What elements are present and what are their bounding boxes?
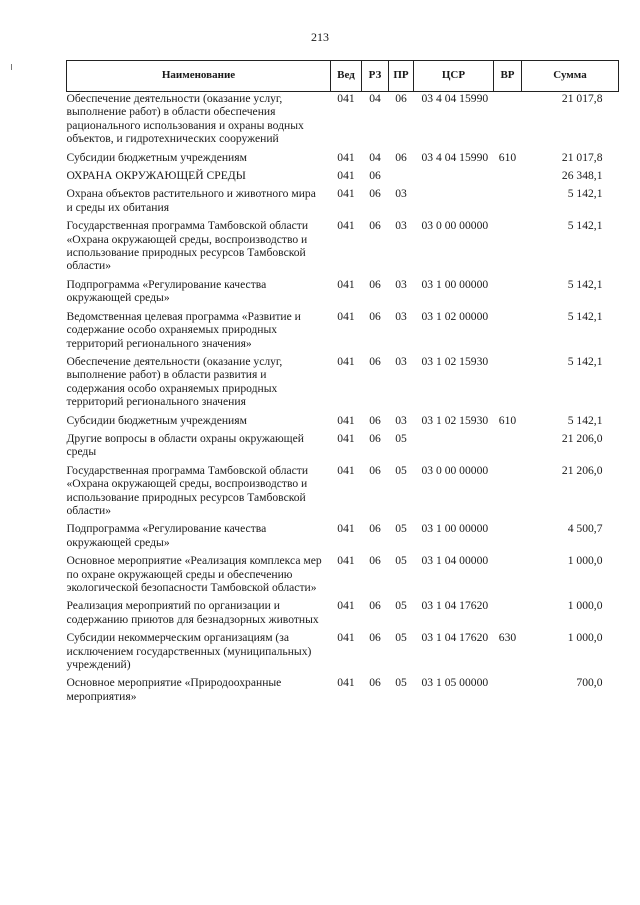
row-vr [494,432,522,464]
row-ved: 041 [337,277,355,291]
row-pr: 03 [395,309,407,323]
row-rz: 06 [369,219,381,233]
row-rz: 04 [369,92,381,105]
row-pr: 05 [395,522,407,536]
row-vr [494,219,522,278]
row-ved: 041 [337,463,355,477]
row-sum: 1 000,0 [567,631,603,645]
row-vr [494,464,522,523]
row-pr: 05 [395,463,407,477]
table-row [67,414,619,432]
row-sum: 21 017,8 [561,150,603,164]
table-row [67,310,619,355]
row-csr: 03 1 02 00000 [421,309,489,323]
row-ved: 041 [337,169,355,183]
row-pr: 06 [395,150,407,164]
row-csr: 03 0 00 00000 [421,219,489,233]
row-rz: 06 [369,187,381,201]
table-row [67,355,619,414]
row-csr: 03 1 04 00000 [421,554,489,568]
row-csr: 03 1 02 15930 [421,354,489,368]
row-csr: 03 1 05 00000 [421,676,489,690]
row-vr [494,355,522,414]
row-sum: 1 000,0 [567,599,603,613]
row-sum: 4 500,7 [567,522,603,536]
row-ved: 041 [337,92,355,105]
row-name: Государственная программа Тамбовской области «Охрана окружающей среды, воспроизводство и использование природных ресурсов Тамбовской области» [66,219,309,273]
row-sum: 1 000,0 [567,554,603,568]
row-rz: 06 [369,431,381,445]
row-ved: 041 [337,431,355,445]
row-ved: 041 [337,522,355,536]
table-header-row [67,61,619,92]
row-sum: 5 142,1 [567,219,603,233]
row-ved: 041 [337,219,355,233]
row-rz: 06 [369,676,381,690]
header-rz: РЗ [362,61,389,92]
row-vr [494,522,522,554]
row-name: Охрана объектов растительного и животного мира и среды их обитания [66,187,316,214]
row-vr: 610 [498,413,517,427]
row-rz: 06 [369,309,381,323]
table-row [67,278,619,310]
row-sum: 5 142,1 [567,309,603,323]
row-rz: 06 [369,522,381,536]
row-name: Обеспечение деятельности (оказание услуг, выполнение работ) в области развития и содержания особо охраняемых природных территорий регионального значения [66,354,283,409]
page-number: 213 [311,30,329,44]
table-row [67,676,619,708]
row-name: Подпрограмма «Регулирование качества окружающей среды» [66,522,267,549]
row-name: Субсидии некоммерческим организациям (за исключением государственных (муниципальных) учреждений) [66,631,312,672]
row-sum: 700,0 [576,676,603,690]
table-row [67,464,619,523]
row-vr [494,310,522,355]
row-name: Подпрограмма «Регулирование качества окружающей среды» [66,277,267,305]
row-csr: 03 4 04 15990 [421,92,489,105]
row-vr [494,599,522,631]
row-name: Основное мероприятие «Реализация комплекса мер по охране окружающей среды и обеспечению экологической безопасности Тамбовской области» [66,554,322,594]
header-csr: ЦСР [414,61,494,92]
row-rz: 06 [369,463,381,477]
table-row [67,187,619,219]
row-sum: 5 142,1 [567,354,603,368]
row-csr [414,432,494,464]
row-csr: 03 1 00 00000 [421,277,489,291]
row-ved: 041 [337,413,355,427]
row-ved: 041 [337,554,355,568]
row-pr: 06 [395,92,407,105]
row-ved: 041 [337,354,355,368]
header-name: Наименование [67,61,331,92]
row-vr [494,92,522,151]
table-row [67,631,619,676]
row-vr [494,278,522,310]
row-sum: 21 206,0 [561,431,603,445]
row-rz: 06 [369,599,381,613]
row-rz: 06 [369,277,381,291]
row-name: Ведомственная целевая программа «Развитие и содержание особо охраняемых природных территорий регионального значения» [66,309,301,350]
table-row [67,151,619,169]
row-vr [494,676,522,708]
row-ved: 041 [337,599,355,613]
row-sum: 21 017,8 [561,92,603,105]
row-sum: 5 142,1 [567,413,603,427]
row-ved: 041 [337,150,355,164]
row-pr: 05 [395,676,407,690]
row-rz: 06 [369,413,381,427]
row-sum: 26 348,1 [561,169,603,183]
row-name: Субсидии бюджетным учреждениям [66,150,247,164]
row-name: Основное мероприятие «Природоохранные мероприятия» [66,676,282,703]
row-vr [494,169,522,187]
row-ved: 041 [337,631,355,645]
row-sum: 5 142,1 [567,187,603,201]
row-csr: 03 1 04 17620 [421,599,489,613]
table-row [67,599,619,631]
table-row [67,92,619,151]
row-pr: 03 [395,413,407,427]
row-pr: 05 [395,599,407,613]
row-name: Субсидии бюджетным учреждениям [66,413,247,427]
row-sum: 5 142,1 [567,277,603,291]
table-row [67,219,619,278]
row-rz: 04 [369,150,381,164]
header-pr: ПР [389,61,414,92]
row-csr [414,169,494,187]
margin-mark [11,64,12,70]
table-row [67,522,619,554]
header-ved: Вед [331,61,362,92]
row-csr: 03 4 04 15990 [421,150,489,164]
row-ved: 041 [337,309,355,323]
row-pr: 03 [395,277,407,291]
row-pr: 03 [395,219,407,233]
row-name: Государственная программа Тамбовской области «Охрана окружающей среды, воспроизводство и использование природных ресурсов Тамбовской области» [66,463,309,517]
row-ved: 041 [337,676,355,690]
row-csr [414,187,494,219]
budget-table [66,60,619,708]
row-ved: 041 [337,187,355,201]
row-pr [389,169,414,187]
row-pr: 05 [395,554,407,568]
row-name: Обеспечение деятельности (оказание услуг, выполнение работ) в области обеспечения рационального использования и охраны водных объектов, и гидротехнических сооружений [66,92,304,146]
header-vr: ВР [494,61,522,92]
row-csr: 03 1 04 17620 [421,631,489,645]
table-row [67,169,619,187]
row-csr: 03 1 02 15930 [421,413,489,427]
row-rz: 06 [369,169,381,183]
row-rz: 06 [369,554,381,568]
table-row [67,554,619,599]
header-sum: Сумма [522,61,619,92]
row-pr: 05 [395,431,407,445]
table-row [67,432,619,464]
row-rz: 06 [369,631,381,645]
row-vr: 610 [498,150,517,164]
row-vr [494,187,522,219]
row-pr: 03 [395,354,407,368]
row-name: ОХРАНА ОКРУЖАЮЩЕЙ СРЕДЫ [66,169,246,183]
row-vr: 630 [498,631,517,645]
row-pr: 05 [395,631,407,645]
row-pr: 03 [395,187,407,201]
row-sum: 21 206,0 [561,463,603,477]
row-name: Реализация мероприятий по организации и содержанию приютов для безнадзорных животных [66,599,319,626]
row-vr [494,554,522,599]
row-name: Другие вопросы в области охраны окружающей среды [66,431,304,459]
row-rz: 06 [369,354,381,368]
row-csr: 03 1 00 00000 [421,522,489,536]
row-csr: 03 0 00 00000 [421,463,489,477]
